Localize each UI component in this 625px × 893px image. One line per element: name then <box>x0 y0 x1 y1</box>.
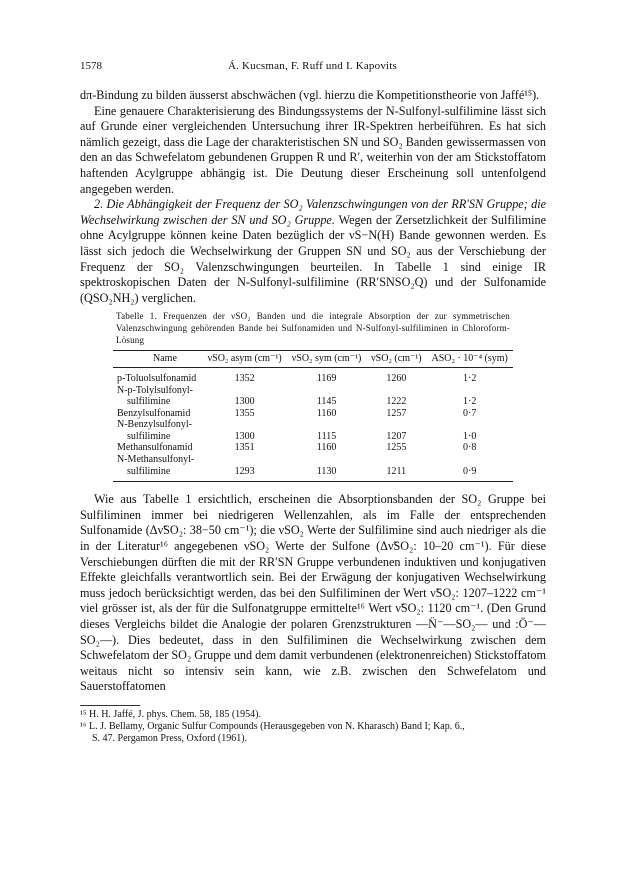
cell-nu: 1255 <box>386 442 407 454</box>
cell-absorption: 0·9 <box>426 454 513 482</box>
ir-data-table <box>113 350 513 482</box>
header-sym: νSO₂ sym (cm⁻¹) <box>287 351 367 368</box>
table-row <box>113 442 513 454</box>
table-row <box>113 454 513 482</box>
page-number: 1578 <box>80 60 102 72</box>
cell-asym: 1355 <box>234 407 255 419</box>
running-header <box>80 60 545 76</box>
paragraph-3-text: Wegen der Zersetzlichkeit der Sulfilimine ohne Acylgruppe können keine Daten bezüglich der νS−N(H) Bande gewonnen werden. Es lässt sich jedoch die Wechselwirkung der Gruppen SN und SO₂ aus der Verschiebung der Frequenz der SO₂ Valenzschwingungen beurteilen. In Tabelle 1 sind einige IR spektroskopischen Daten der N-Sulfonyl-sulfilimine (RR′SNSO₂Q) und der Sulfonamide (QSO₂NH₂) verglichen. <box>80 212 546 305</box>
cell-absorption: 1·0 <box>463 430 477 442</box>
paragraph-2: Eine genauere Charakterisierung des Bindungssystems der N-Sulfonyl-sulfilimine lässt sich auf Grunde einer vergleichenden Untersuchung ihrer IR-Spektren herbeiführen. Es hat sich nämlich gezeigt, dass die Lage der charakteristischen SN und SO₂ Banden gewissermassen von den an das Schwefelatom gebundenen Gruppen R und R′, weiterhin von der am Stickstoffatom haftenden Acylgruppe abhängig ist. Die Deutung dieser Erscheinung soll untenfolgend angegeben werden. <box>80 103 546 196</box>
paragraph-1: dπ-Bindung zu bilden äusserst abschwächen (vgl. hierzu die Kompetitionstheorie von Jaffé¹⁵). <box>80 88 540 102</box>
footnote-15: ¹⁵ H. H. Jaffé, J. phys. Chem. 58, 185 (1954). <box>80 708 262 720</box>
cell-absorption: 1·2 <box>463 372 477 384</box>
cell-sym: 1169 <box>316 372 337 384</box>
footnote-16-continued: S. 47. Pergamon Press, Oxford (1961). <box>92 732 248 744</box>
header-name: Name <box>113 351 203 368</box>
table-caption: Tabelle 1. Frequenzen der νSO₂ Banden und die integrale Absorption der zur symmetrischen Valenzschwingung gehörenden Bande bei Sulfonamiden und N-Sulfonyl-sulfiliminen in Chloroform-Lösung <box>116 311 510 346</box>
cell-absorption: 1·2 <box>463 396 477 408</box>
cell-name: Benzylsulfonamid <box>117 407 191 419</box>
paragraph-4: Wie aus Tabelle 1 ersichtlich, erscheinen die Absorptionsbanden der SO₂ Gruppe bei Sulfiliminen immer bei niedrigeren Wellenzahlen, als im Falle der entsprechenden Sulfonamide (Δν̃SO₂: 38−50 cm⁻¹); die νSO₂ Werte der Sulfilimine sind auch niedriger als die in der Literatur¹⁶ angegebenen νSO₂ Werte der Sulfone (Δν̃SO₂: 10–20 cm⁻¹). Für diese Verschiebungen dürften die mit der RR′SN Gruppe verbundenen induktiven und konjugativen Effekte gleichfalls verantwortlich sein. Bei der Erwägung der konjugativen Wechselwirkung muss jedoch berücksichtigt werden, das bei den Sulfiliminen der Wert ν̃SO₂: 1207–1222 cm⁻¹ viel grösser ist, als der für die Sulfonatgruppe ermittelte¹⁶ Wert ν̃SO₂: 1120 cm⁻¹. (Den Grund dieses Vergleichs bildet die Analogie der polaren Grenzstrukturen —N̈⁻—SO₂— und :Ö⁻—SO₂—). Dies bedeutet, dass in den Sulfiliminen die Wechselwirkung zwischen dem Schwefelatom der SO₂ Gruppe und dem damit verbundenen (elektronenreichen) Stickstoffatom weitaus nicht so intensiv sein kann, wie z.B. zwischen den Schwefelatom und Sauerstoffatomen <box>80 492 546 694</box>
cell-name: Methansulfonamid <box>117 442 193 454</box>
cell-nu: 1211 <box>366 454 426 482</box>
cell-asym: 1351 <box>234 442 255 454</box>
cell-name: N-p-Tolylsulfonyl- sulfilimine <box>117 384 193 408</box>
cell-name: p-Toluolsulfonamid <box>117 372 197 384</box>
cell-nu: 1257 <box>386 407 407 419</box>
cell-sym: 1115 <box>316 430 337 442</box>
header-absorption: ASO₂ · 10⁻⁴ (sym) <box>426 351 513 368</box>
cell-sym: 1160 <box>316 407 337 419</box>
cell-absorption: 0·8 <box>463 442 477 454</box>
cell-sym: 1130 <box>287 454 367 482</box>
cell-nu: 1222 <box>386 396 407 408</box>
table-row <box>113 419 513 442</box>
section-heading: 2. Die Abhängigkeit der Frequenz der SO₂ Valenzschwingungen von der RR′SN Gruppe; die Wechselwirkung zwischen der SN und SO₂ Gruppe. <box>80 197 546 227</box>
running-head-authors: Á. Kucsman, F. Ruff und I. Kapovits <box>227 60 398 72</box>
cell-asym: 1300 <box>234 430 255 442</box>
paragraph-3 <box>80 197 546 306</box>
cell-name: N-Methansulfonyl- sulfilimine <box>113 454 203 482</box>
table-row <box>113 367 513 384</box>
cell-nu: 1260 <box>386 372 407 384</box>
table-row <box>113 385 513 408</box>
cell-asym: 1293 <box>203 454 287 482</box>
header-nu: νSO₂ (cm⁻¹) <box>366 351 426 368</box>
header-asym: νSO₂ asym (cm⁻¹) <box>203 351 287 368</box>
footnote-16: ¹⁶ L. J. Bellamy, Organic Sulfur Compounds (Herausgegeben von N. Kharasch) Band I; Kap. 6., <box>80 720 465 732</box>
cell-sym: 1145 <box>316 396 337 408</box>
cell-asym: 1352 <box>234 372 255 384</box>
cell-nu: 1207 <box>386 430 407 442</box>
cell-sym: 1160 <box>316 442 337 454</box>
cell-asym: 1300 <box>234 396 255 408</box>
table-row <box>113 408 513 420</box>
body-text <box>80 88 546 745</box>
cell-absorption: 0·7 <box>463 407 477 419</box>
cell-name: N-Benzylsulfonyl- sulfilimine <box>117 419 192 442</box>
footnote-divider <box>80 705 140 706</box>
